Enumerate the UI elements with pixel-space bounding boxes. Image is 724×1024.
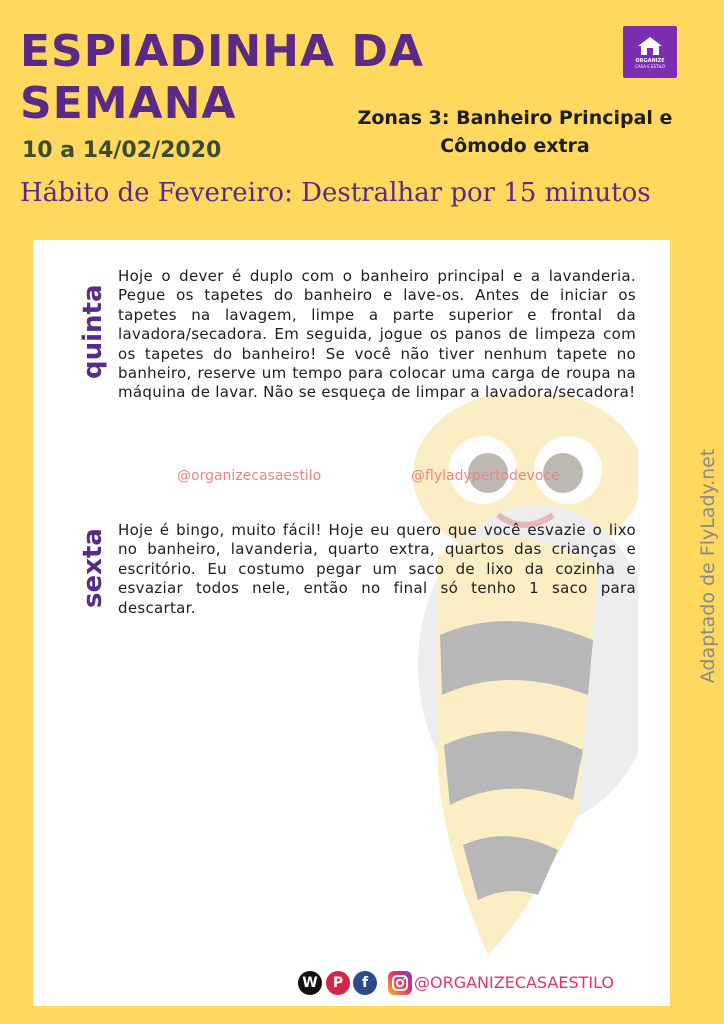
brand-logo[interactable] xyxy=(623,26,677,78)
title-line-1: ESPIADINHA DA xyxy=(20,26,424,77)
day-text-quinta: Hoje o dever é duplo com o banheiro principal e a lavanderia. Pegue os tapetes do banheiro e lave-os. Antes de iniciar os tapetes na lavagem, limpe a parte superior e frontal da lavadora/secadora. Em seguida, jogue os panos de limpeza com os tapetes do banheiro! Se você não tiver nenhum tapete no banheiro, reserve um tempo para colocar uma carga de roupa na máquina de lavar. Não se esqueça de limpar a lavadora/secadora! xyxy=(118,267,636,402)
watermark-handle-flyladypertodevoce: @flyladypertodevoce xyxy=(411,468,560,484)
footer-instagram-handle[interactable]: @ORGANIZECASAESTILO xyxy=(414,973,615,992)
watermark-handle-organizecasaestilo: @organizecasaestilo xyxy=(177,468,322,484)
monthly-habit: Hábito de Fevereiro: Destralhar por 15 minutos xyxy=(20,178,651,208)
date-range: 10 a 14/02/2020 xyxy=(22,138,222,163)
wordpress-icon[interactable]: W xyxy=(298,971,322,995)
instagram-icon[interactable] xyxy=(388,971,412,995)
zone-line-1: Zonas 3: Banheiro Principal e xyxy=(357,107,673,129)
zone-heading xyxy=(330,104,700,160)
zone-line-2: Cômodo extra xyxy=(440,135,590,157)
pinterest-icon[interactable]: P xyxy=(326,971,350,995)
house-icon xyxy=(637,36,663,56)
content-card xyxy=(33,240,670,1006)
logo-text: ORGANIZE xyxy=(635,58,665,64)
side-credit: Adaptado de FlyLady.net xyxy=(697,448,719,684)
facebook-icon[interactable]: f xyxy=(353,971,377,995)
day-label-quinta: quinta xyxy=(78,284,108,379)
title-line-2: SEMANA xyxy=(20,78,237,129)
day-text-sexta: Hoje é bingo, muito fácil! Hoje eu quero que você esvazie o lixo no banheiro, lavanderia, quarto extra, quartos das crianças e escritório. Eu costumo pegar um saco de lixo da cozinha e esvaziar todos nele, então no final só tenho 1 saco para descartar. xyxy=(118,521,636,617)
day-label-sexta: sexta xyxy=(78,528,108,608)
logo-subtext: CASA E ESTILO xyxy=(635,64,665,69)
